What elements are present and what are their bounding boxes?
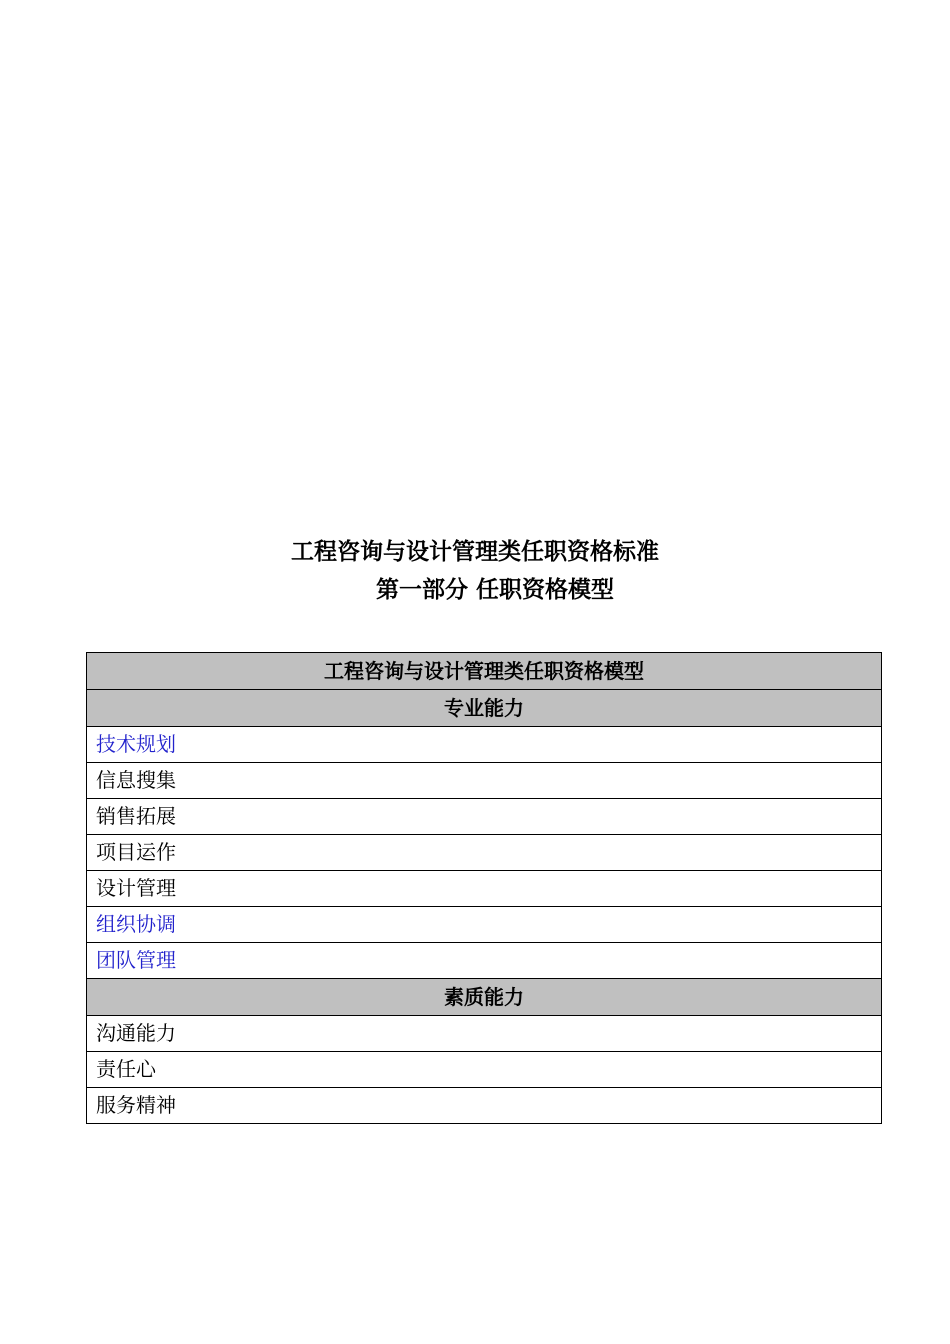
table-row [87,835,882,871]
item-communication: 沟通能力 [87,1016,882,1052]
document-title: 工程咨询与设计管理类任职资格标准 [291,538,659,565]
table-row [87,799,882,835]
item-project-operation: 项目运作 [87,835,882,871]
table-row [87,907,882,943]
item-technical-planning-link[interactable]: 技术规划 [87,727,882,763]
item-design-management: 设计管理 [87,871,882,907]
competency-model-table [86,652,882,1124]
table-row [87,763,882,799]
table-row [87,1052,882,1088]
section-header-row [87,979,882,1016]
item-information-gathering: 信息搜集 [87,763,882,799]
table-row [87,871,882,907]
table-row [87,943,882,979]
table-row [87,1088,882,1124]
item-responsibility: 责任心 [87,1052,882,1088]
item-organization-coordination-link[interactable]: 组织协调 [87,907,882,943]
document-subtitle: 第一部分 任职资格模型 [375,576,614,603]
table-caption: 工程咨询与设计管理类任职资格模型 [87,653,882,690]
item-team-management-link[interactable]: 团队管理 [87,943,882,979]
table-row [87,727,882,763]
section-header-row [87,690,882,727]
table-row [87,1016,882,1052]
item-service-spirit: 服务精神 [87,1088,882,1124]
section-heading-professional: 专业能力 [87,690,882,727]
section-heading-quality: 素质能力 [87,979,882,1016]
item-sales-expansion: 销售拓展 [87,799,882,835]
table-caption-row [87,653,882,690]
